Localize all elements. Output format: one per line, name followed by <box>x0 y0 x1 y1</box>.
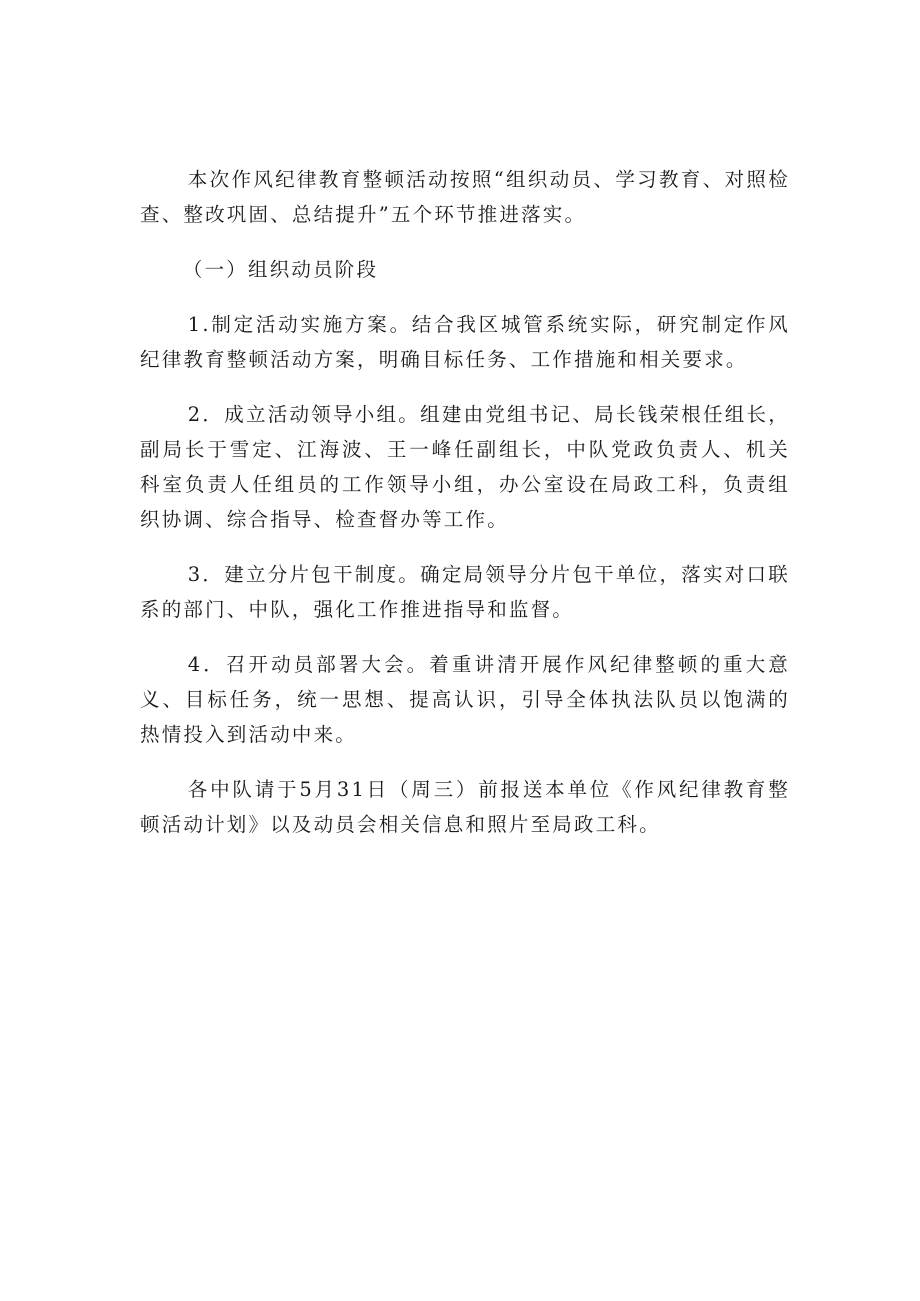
paragraph-submission-notice: 各中队请于5月31日（周三）前报送本单位《作风纪律教育整顿活动计划》以及动员会相关信息和照片至局政工科。 <box>140 778 790 836</box>
document-body <box>140 162 790 862</box>
paragraph-item-3: 3．建立分片包干制度。确定局领导分片包干单位，落实对口联系的部门、中队，强化工作推进指导和监督。 <box>140 563 790 621</box>
paragraph-item-1: 1.制定活动实施方案。结合我区城管系统实际，研究制定作风纪律教育整顿活动方案，明确目标任务、工作措施和相关要求。 <box>140 313 790 371</box>
paragraph-item-4: 4．召开动员部署大会。着重讲清开展作风纪律整顿的重大意义、目标任务，统一思想、提高认识，引导全体执法队员以饱满的热情投入到活动中来。 <box>140 653 790 746</box>
paragraph-item-2: 2．成立活动领导小组。组建由党组书记、局长钱荣根任组长，副局长于雪定、江海波、王一峰任副组长，中队党政负责人、机关科室负责人任组员的工作领导小组，办公室设在局政工科，负责组织协调、综合指导、检查督办等工作。 <box>140 403 790 531</box>
section-heading-mobilization: （一）组织动员阶段 <box>182 258 379 281</box>
paragraph-intro: 本次作风纪律教育整顿活动按照“组织动员、学习教育、对照检查、整改巩固、总结提升”五个环节推进落实。 <box>140 168 790 226</box>
